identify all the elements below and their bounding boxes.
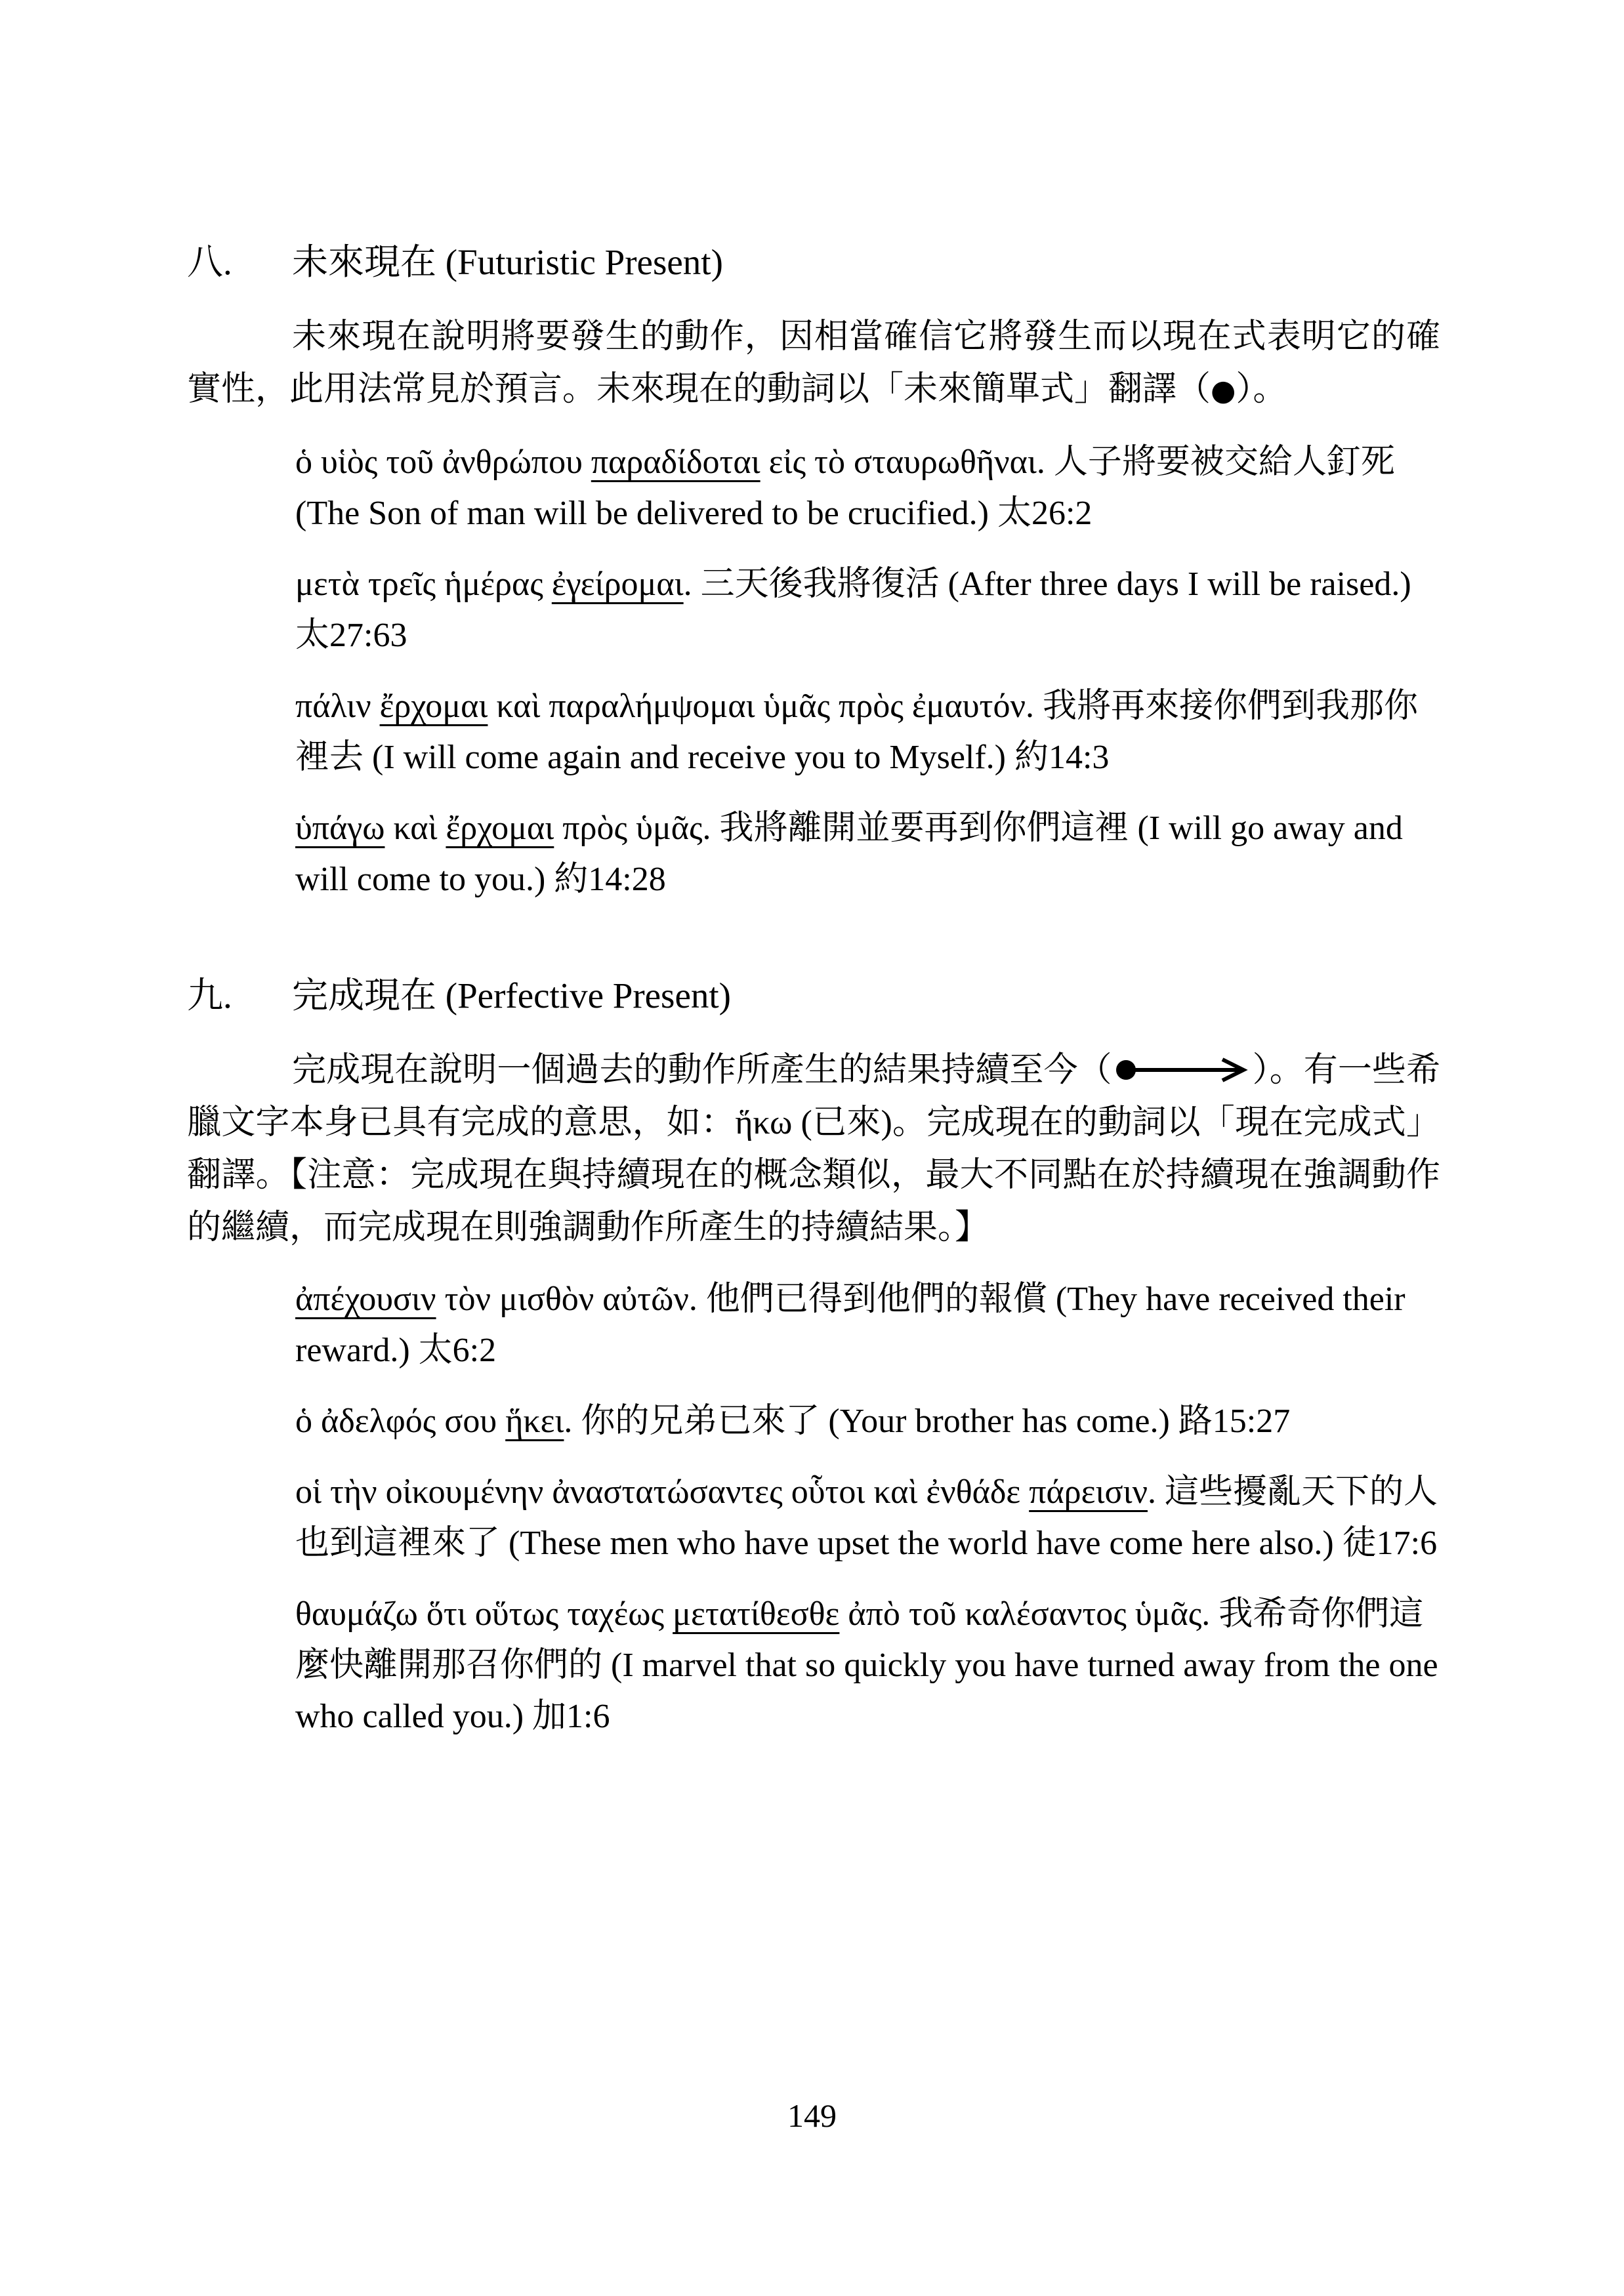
section-heading-futuristic-present [187, 236, 1440, 289]
punctiliar-dot-icon: ● [1211, 374, 1236, 407]
text-segment: ）。有一些希臘文字本身已具有完成的意思，如：ἥκω (已來)。完成現在的動詞以「現在完成式」翻譯。【注意：完成現在與持續現在的概念類似，最大不同點在於持續現在強調動作的繼續，而完成現在則強調動作所產生的持續結果。】 [187, 1052, 1440, 1246]
section-heading-perfective-present [187, 970, 1440, 1022]
text-segment: εἰς τὸ σταυρωθῆναι. 人子將要被交給人釘死 (The Son of man will be delivered to be crucified.) 太26:2 [295, 443, 1395, 532]
text-segment: ἀπὸ τοῦ καλέσαντος ὑμᾶς. 我希奇你們這麼快離開那召你們的 (I marvel that so quickly you have turned away from the one who called you.) 加1:6 [295, 1595, 1438, 1735]
underlined-greek-verb: ἥκει [505, 1403, 564, 1440]
text-segment: ）。 [1236, 371, 1287, 408]
section-intro-paragraph [187, 311, 1440, 417]
text-segment: μετὰ τρεῖς ἡμέρας [295, 565, 552, 603]
text-segment: θαυμάζω ὅτι οὕτως ταχέως [295, 1595, 673, 1633]
section-futuristic-present [187, 236, 1440, 905]
page-number: 149 [787, 2097, 837, 2134]
text-segment: καὶ παραλήμψομαι ὑμᾶς πρὸς ἐμαυτόν. 我將再來接你們到我那你裡去 (I will come again and receive you to Myself.) 約14:3 [295, 687, 1418, 776]
section-number: 九. [187, 975, 232, 1015]
underlined-greek-verb: πάρεισιν [1029, 1473, 1148, 1511]
dot-arrow-icon [1112, 1052, 1253, 1089]
text-segment: . 你的兄弟已來了 (Your brother has come.) 路15:27 [564, 1403, 1291, 1440]
page-content [187, 236, 1440, 1762]
section-number: 八. [187, 242, 232, 282]
example-verse [295, 803, 1440, 905]
section-title: 完成現在 (Perfective Present) [292, 975, 731, 1015]
example-verse [295, 559, 1440, 661]
underlined-greek-verb: ἀπέχουσιν [295, 1281, 436, 1318]
example-verse [295, 681, 1440, 783]
text-segment: πάλιν [295, 687, 380, 725]
text-segment: . 這些擾亂天下的人也到這裡來了 (These men who have upset the world have come here also.) 徒17:6 [295, 1473, 1438, 1562]
text-segment: πρὸς ὑμᾶς. 我將離開並要再到你們這裡 (I will go away and will come to you.) 約14:28 [295, 810, 1403, 898]
underlined-greek-verb: μετατίθεσθε [673, 1595, 840, 1633]
section-intro-paragraph [187, 1044, 1440, 1254]
text-segment: καὶ [385, 810, 446, 847]
underlined-greek-verb: ἐγείρομαι [551, 565, 684, 603]
example-verse [295, 1467, 1440, 1569]
example-verse [295, 1396, 1440, 1447]
section-perfective-present [187, 970, 1440, 1742]
underlined-greek-verb: ὑπάγω [295, 810, 385, 847]
underlined-greek-verb: ἔρχομαι [446, 810, 554, 847]
example-verse [295, 1589, 1440, 1742]
example-verse [295, 1274, 1440, 1376]
text-segment: οἱ τὴν οἰκουμένην ἀναστατώσαντες οὗτοι καὶ ἐνθάδε [295, 1473, 1030, 1511]
text-segment: 未來現在說明將要發生的動作，因相當確信它將發生而以現在式表明它的確實性，此用法常見於預言。未來現在的動詞以「未來簡單式」翻譯（ [187, 318, 1440, 408]
text-segment: τὸν μισθὸν αὐτῶν. 他們已得到他們的報償 (They have received their reward.) 太6:2 [295, 1281, 1405, 1369]
text-segment: ὁ υἱὸς τοῦ ἀνθρώπου [295, 443, 591, 481]
text-segment: 完成現在說明一個過去的動作所產生的結果持續至今（ [292, 1052, 1112, 1089]
text-segment: . 三天後我將復活 (After three days I will be raised.) 太27:63 [295, 565, 1411, 654]
text-segment: ὁ ἀδελφός σου [295, 1403, 506, 1440]
underlined-greek-verb: ἔρχομαι [379, 687, 488, 725]
section-title: 未來現在 (Futuristic Present) [292, 242, 723, 282]
underlined-greek-verb: παραδίδοται [591, 443, 760, 481]
example-verse [295, 437, 1440, 539]
